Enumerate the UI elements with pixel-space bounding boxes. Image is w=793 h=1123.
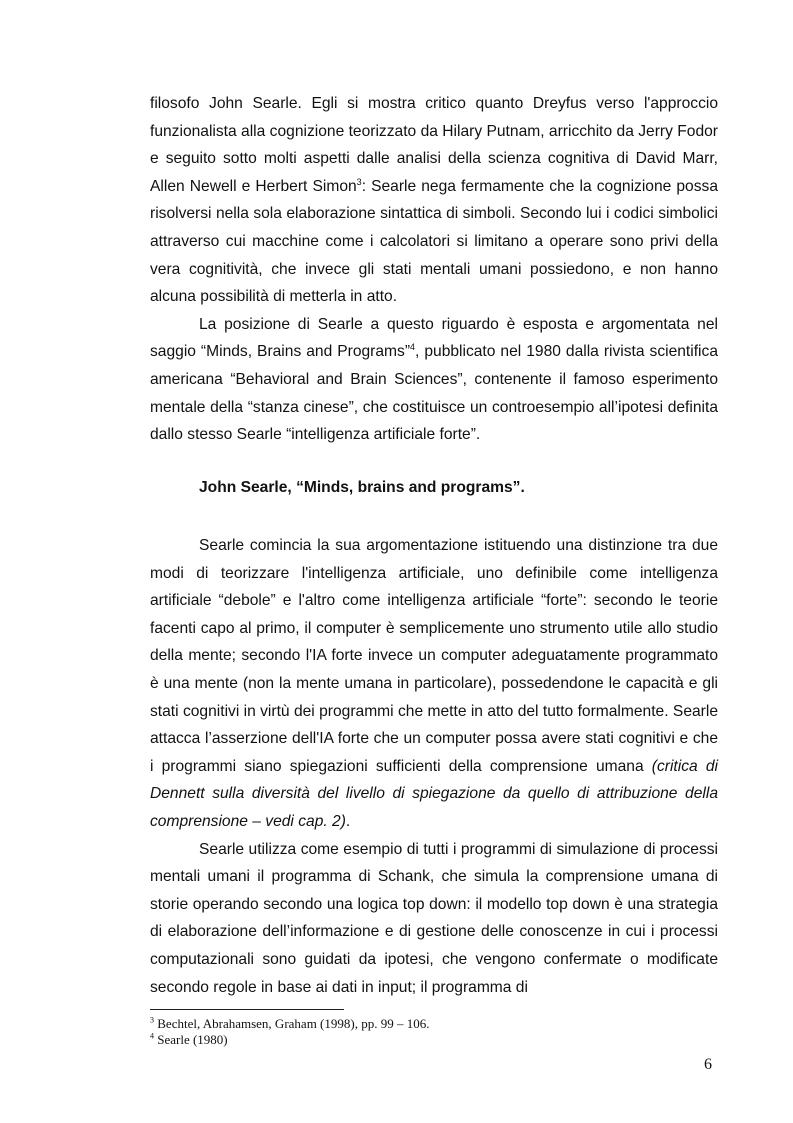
footnote-divider — [150, 1009, 344, 1010]
footnote-4-text: Searle (1980) — [157, 1031, 228, 1047]
paragraph-2-text: La posizione di Searle a questo riguardo è esposta e argomentata nel saggio “Minds, Brains and Programs” — [150, 315, 718, 361]
footnote-4 — [150, 1032, 429, 1048]
footnote-3-number: 3 — [150, 1015, 154, 1025]
page-number: 6 — [704, 1056, 712, 1073]
footnote-ref-4[interactable]: 4 — [410, 342, 416, 353]
text-block-top — [150, 90, 718, 449]
text-block-bottom — [150, 532, 718, 1001]
paragraph-1-text: filosofo John Searle. Egli si mostra critico quanto Dreyfus verso l'approccio funzionalista alla cognizione teorizzato da Hilary Putnam, arricchito da Jerry Fodor e seguito sotto molti aspetti dalle analisi della scienza cognitiva di David Marr, Allen Newell e Herbert Simon — [150, 95, 718, 195]
paragraph-3-text: Searle comincia la sua argomentazione istituendo una distinzione tra due modi di teorizzare l'intelligenza artificiale, uno definibile come intelligenza artificiale “debole” e l'altro come intelligenza artificiale “forte”: secondo le teorie facenti capo al primo, il computer è semplicemente uno strumento utile allo studio della mente; secondo l'IA forte invece un computer adeguatamente programmato è una mente (non la mente umana in particolare), possedendone le capacità e gli stati cognitivi in virtù dei programmi che mette in atto del tutto formalmente. Searle attacca l’asserzione dell'IA forte che un computer possa avere stati cognitivi e che i programmi siano spiegazioni sufficienti della comprensione umana — [150, 537, 718, 775]
footnotes — [150, 1016, 429, 1047]
paragraph-3 — [150, 532, 718, 836]
footnote-4-number: 4 — [150, 1031, 154, 1041]
paragraph-3-end: . — [345, 812, 351, 830]
footnote-3-text: Bechtel, Abrahamsen, Graham (1998), pp. 99 – 106. — [157, 1016, 430, 1031]
paragraph-1 — [150, 90, 718, 311]
paragraph-2-text-cont: , pubblicato nel 1980 dalla rivista scientifica americana “Behavioral and Brain Sciences”, contenente il famoso esperimento mentale della “stanza cinese”, che costituisce un controesempio all’ipotesi definita dallo stesso Searle “intelligenza artificiale forte”. — [150, 343, 718, 444]
paragraph-1-text-cont: : Searle nega fermamente che la cognizione possa risolversi nella sola elaborazione sintattica di simboli. Secondo lui i codici simbolici attraverso cui macchine come i calcolatori si limitano a operare sono privi della vera cognitività, che invece gli stati mentali umani possiedono, e non hanno alcuna possibilità di metterla in atto. — [150, 177, 719, 306]
paragraph-2 — [150, 311, 718, 449]
footnote-3 — [150, 1016, 429, 1032]
paragraph-4: Searle utilizza come esempio di tutti i programmi di simulazione di processi mentali umani il programma di Schank, che simula la comprensione umana di storie operando secondo una logica top down: il modello top down è una strategia di elaborazione dell’informazione e di gestione delle conoscenze in cui i processi computazionali sono guidati da ipotesi, che vengono confermate o modificate secondo regole in base ai dati in input; il programma di — [150, 840, 718, 996]
section-heading: John Searle, “Minds, brains and programs”. — [199, 479, 525, 496]
footnote-ref-3[interactable]: 3 — [356, 176, 362, 187]
paragraph-3-italic-note: (critica di Dennett sulla diversità del livello di spiegazione da quello di attribuzione della comprensione – vedi cap. 2) — [150, 757, 718, 830]
